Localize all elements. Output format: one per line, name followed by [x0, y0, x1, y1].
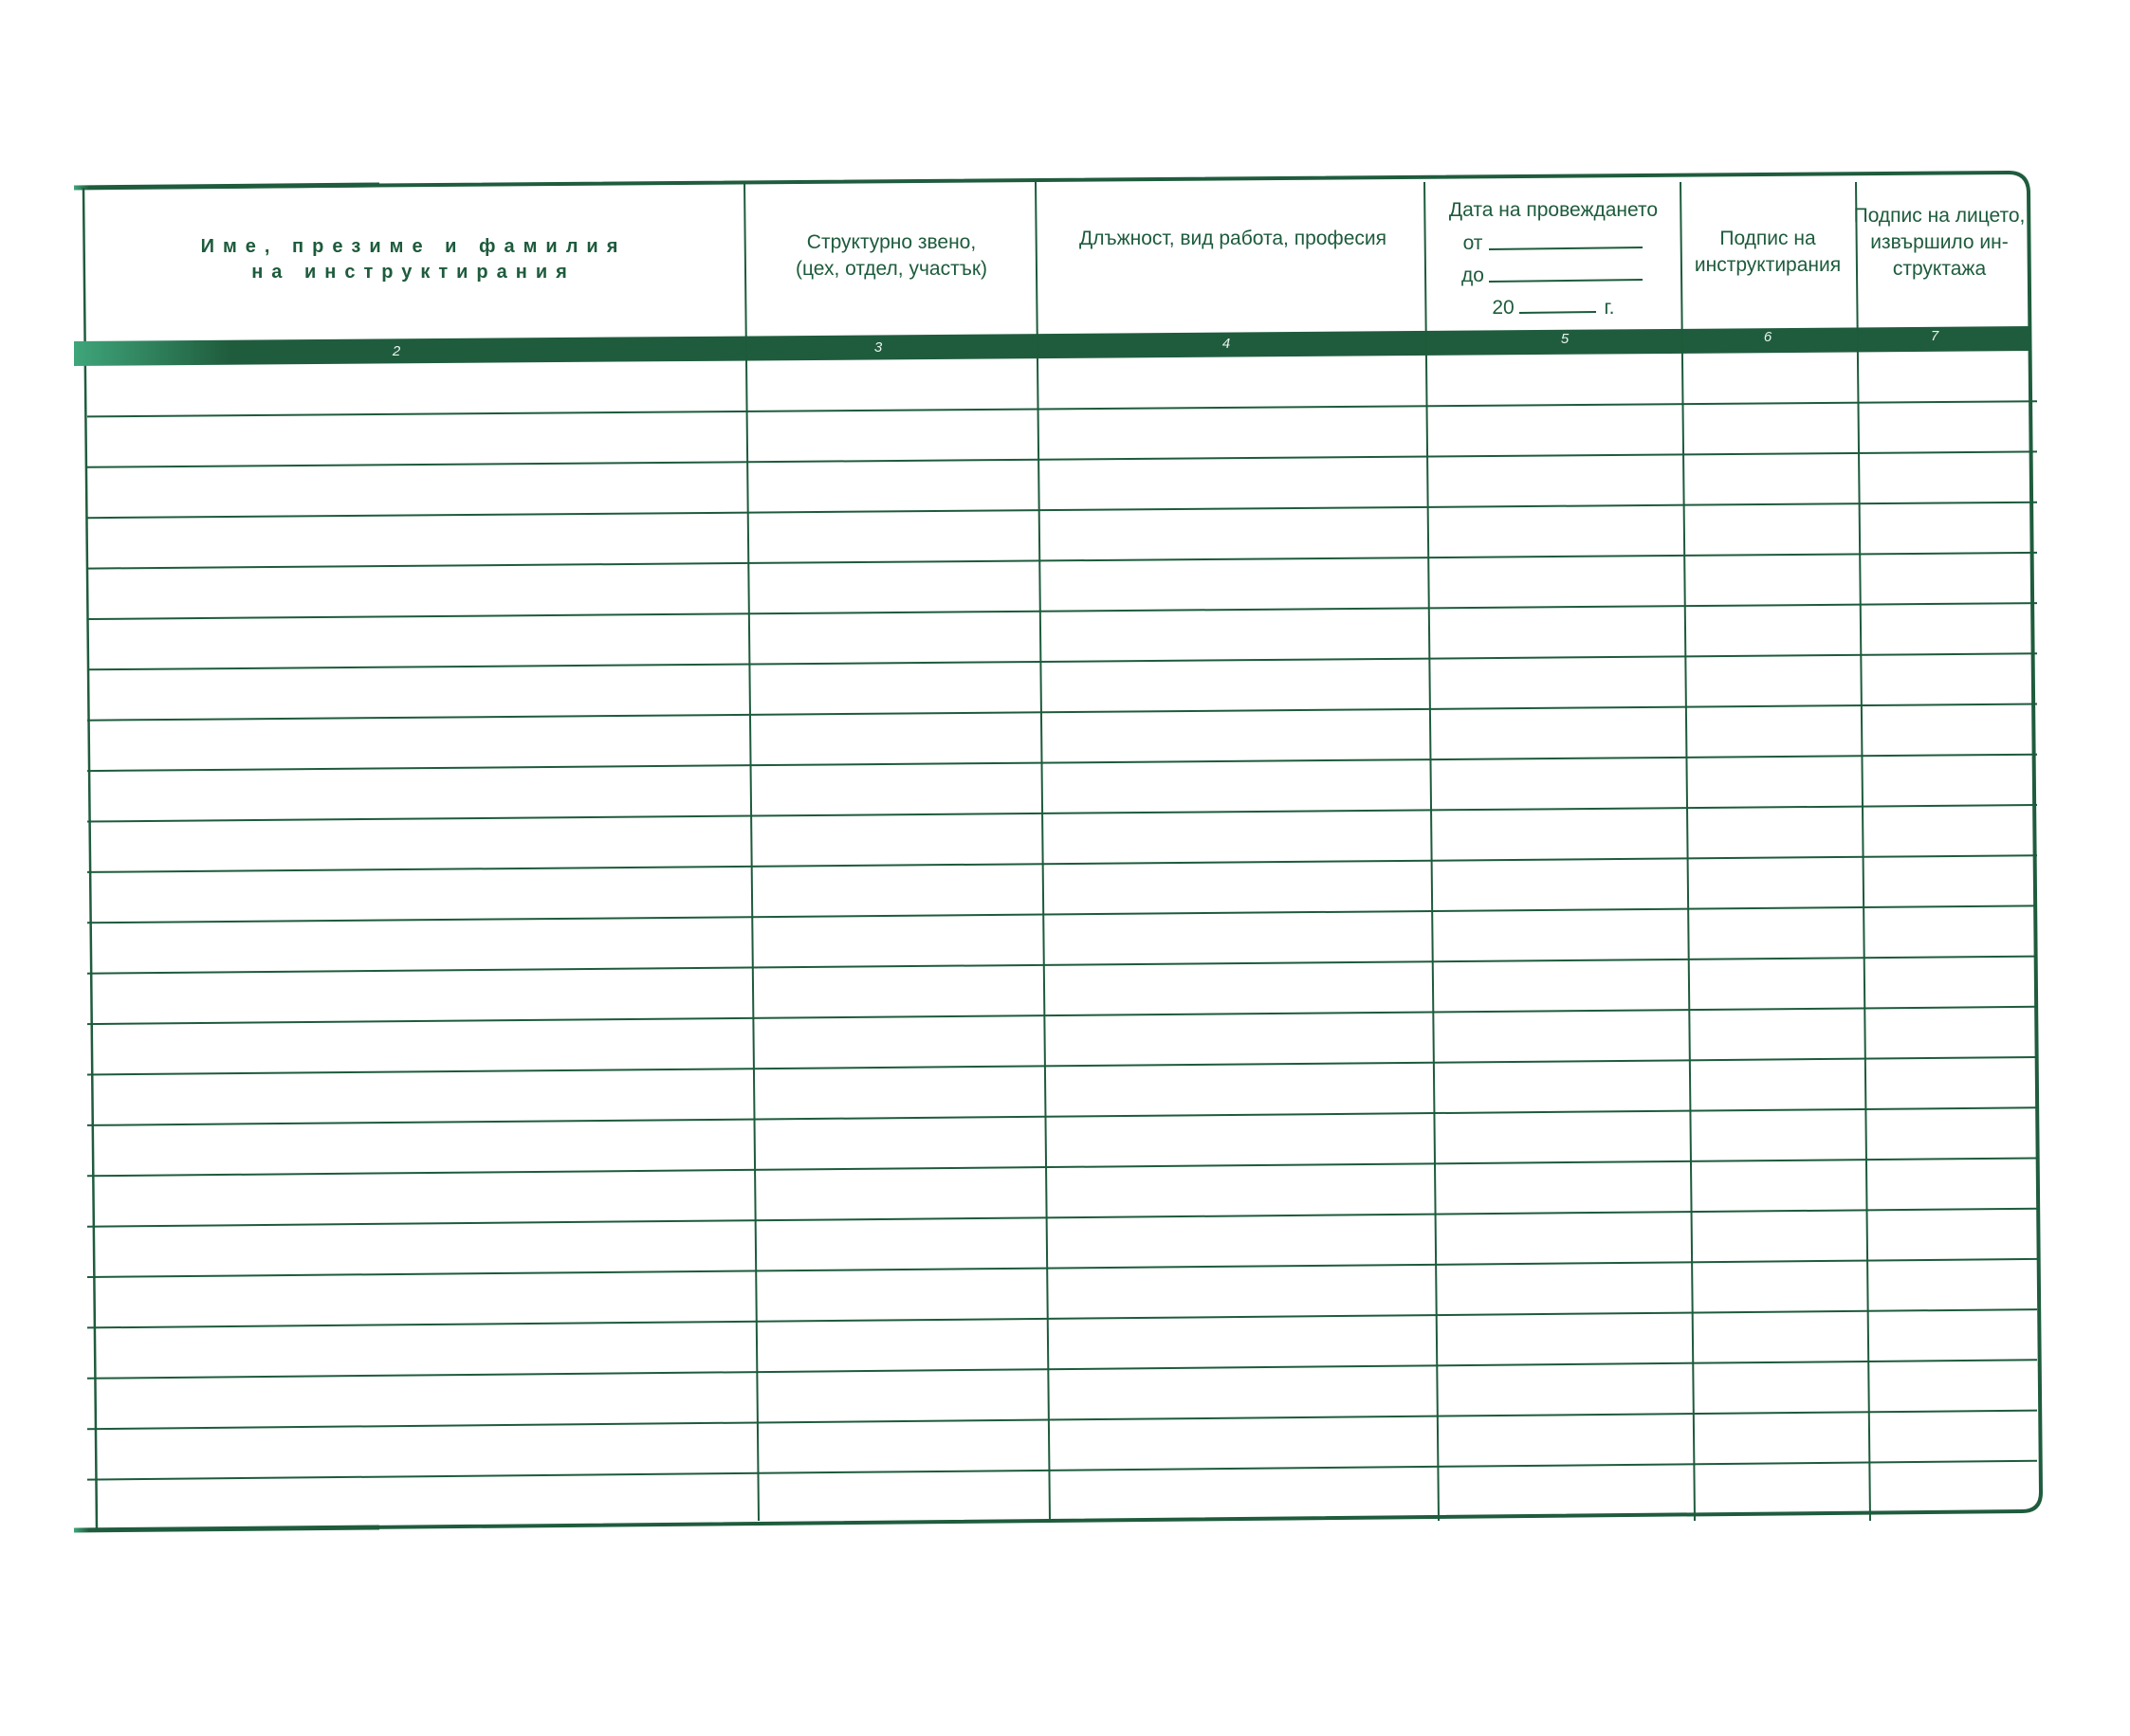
row-line — [87, 905, 2037, 923]
row-line — [87, 755, 2037, 771]
row-line — [87, 1360, 2037, 1379]
date-from-blank — [1489, 247, 1643, 249]
header-7-line-2: извършило ин- — [1870, 231, 2009, 253]
column-separator-4 — [1680, 182, 1695, 1521]
column-separator-3 — [1424, 182, 1439, 1521]
row-line — [87, 1057, 2037, 1075]
row-line — [87, 1461, 2037, 1480]
column-header-4 — [1079, 228, 1386, 249]
row-line — [87, 1007, 2037, 1024]
row-line — [87, 1411, 2037, 1430]
column-header-2 — [201, 236, 627, 283]
row-line — [87, 1259, 2037, 1277]
column-number-5: 5 — [1560, 331, 1570, 347]
row-line — [87, 401, 2037, 416]
year-blank — [1519, 312, 1596, 313]
header-3-line-1: Структурно звено, — [806, 231, 977, 253]
column-number-7: 7 — [1930, 328, 1939, 344]
column-separator-1 — [744, 182, 759, 1521]
date-to-blank — [1489, 280, 1643, 282]
date-from-label: от — [1462, 232, 1483, 254]
frame-left-edge — [83, 188, 97, 1530]
column-number-2: 2 — [392, 343, 401, 359]
column-number-3: 3 — [873, 339, 883, 356]
row-line — [87, 451, 2037, 466]
column-header-5 — [1449, 199, 1658, 319]
date-to-label: до — [1461, 265, 1484, 286]
header-5-line-1: Дата на провеждането — [1448, 199, 1659, 221]
row-line — [87, 957, 2037, 974]
column-separator-5 — [1856, 182, 1870, 1521]
column-number-4: 4 — [1221, 336, 1231, 352]
column-number-band — [74, 326, 2031, 366]
row-line — [87, 1309, 2037, 1327]
header-7-line-3: структажа — [1892, 258, 1987, 280]
year-prefix-label: 20 — [1492, 297, 1515, 319]
table-frame — [74, 173, 2041, 1530]
header-4-line-1: Длъжност, вид работа, професия — [1079, 228, 1386, 249]
header-2-line-1: Име, презиме и фамилия — [200, 236, 627, 257]
frame-bottom-edge-fade — [74, 1527, 379, 1530]
column-number-6: 6 — [1763, 329, 1772, 345]
year-suffix-label: г. — [1604, 297, 1615, 319]
row-lines — [87, 401, 2037, 1479]
header-7-line-1: Подпис на лицето, — [1853, 205, 2026, 227]
row-line — [87, 503, 2037, 519]
row-line — [87, 553, 2037, 569]
row-line — [87, 1107, 2037, 1125]
column-header-3 — [796, 231, 987, 280]
header-2-line-2: на инструктирания — [251, 262, 576, 283]
row-line — [87, 805, 2037, 822]
header-6-line-1: Подпис на — [1719, 228, 1816, 249]
row-line — [87, 603, 2037, 619]
header-6-line-2: инструктирания — [1694, 254, 1842, 276]
header-3-line-2: (цех, отдел, участък) — [795, 258, 988, 280]
row-line — [87, 653, 2037, 669]
row-line — [87, 855, 2037, 872]
column-header-6 — [1695, 228, 1841, 276]
row-line — [87, 704, 2037, 721]
column-header-7 — [1854, 205, 2026, 280]
frame-top-edge-fade — [74, 185, 379, 188]
column-separator-2 — [1036, 182, 1050, 1521]
row-line — [87, 1209, 2037, 1227]
row-line — [87, 1159, 2037, 1177]
